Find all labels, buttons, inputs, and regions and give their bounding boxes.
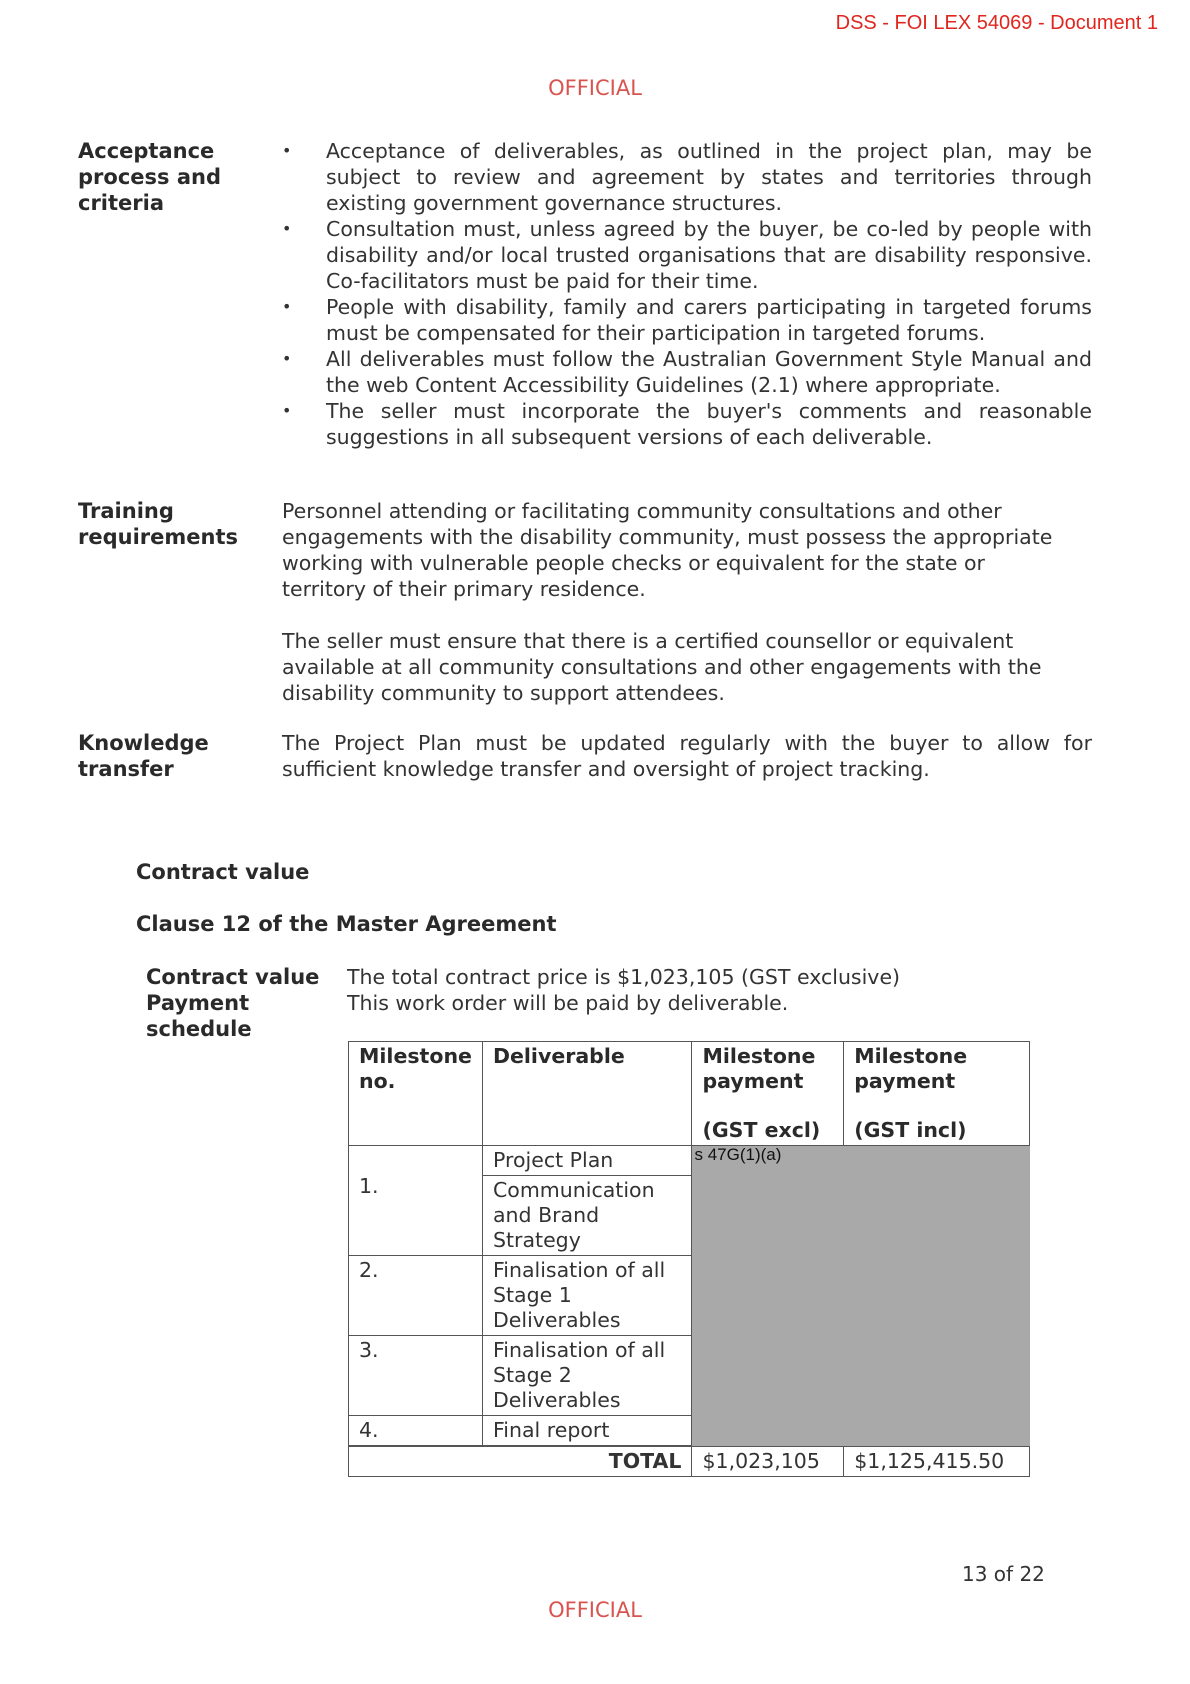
acceptance-label-line: criteria xyxy=(78,191,165,215)
contract-text xyxy=(347,964,1047,1016)
payment-schedule-label: schedule xyxy=(146,1017,252,1041)
header-deliverable: Deliverable xyxy=(482,1042,692,1146)
deliverable-cell: Final report xyxy=(482,1416,692,1446)
table-row xyxy=(349,1146,1030,1176)
classification-bottom: OFFICIAL xyxy=(548,1598,642,1622)
total-excl: $1,023,105 xyxy=(692,1447,844,1477)
training-label-line: requirements xyxy=(78,525,238,549)
header-text: payment xyxy=(854,1069,956,1093)
knowledge-text: The Project Plan must be updated regularly with the buyer to allow for sufficient knowledge transfer and oversight of project tracking. xyxy=(282,731,1092,781)
total-incl: $1,125,415.50 xyxy=(844,1447,1030,1477)
acceptance-bullet: • All deliverables must follow the Australian Government Style Manual and the web Content Accessibility Guidelines (2.1) where appropriate. xyxy=(282,346,1092,398)
header-payment-incl xyxy=(844,1042,1030,1146)
training-paragraph: Personnel attending or facilitating community consultations and other engagements with the disability community, must possess the appropriate working with vulnerable people checks or equivalent for the state or territory of their primary residence. xyxy=(282,499,1053,601)
header-text: Milestone xyxy=(359,1044,472,1068)
header-text: (GST incl) xyxy=(854,1118,967,1142)
deliverable-cell: Finalisation of all Stage 1 Deliverables xyxy=(482,1256,692,1336)
training-label xyxy=(78,498,278,550)
header-text: Milestone xyxy=(854,1044,968,1068)
contract-labels xyxy=(146,964,336,1042)
redaction-block xyxy=(692,1146,1030,1447)
deliverable-cell: Communication and Brand Strategy xyxy=(482,1176,692,1256)
payment-schedule-text: This work order will be paid by deliverable. xyxy=(347,991,789,1015)
header-text: Milestone xyxy=(702,1044,816,1068)
acceptance-bullet: • People with disability, family and carers participating in targeted forums must be compensated for their participation in targeted forums. xyxy=(282,294,1092,346)
header-text: payment xyxy=(702,1069,804,1093)
acceptance-bullet: • The seller must incorporate the buyer's comments and reasonable suggestions in all subsequent versions of each deliverable. xyxy=(282,398,1092,450)
document-id: DSS - FOI LEX 54069 - Document 1 xyxy=(835,12,1158,34)
header-milestone-no xyxy=(349,1042,483,1146)
milestone-no-cell: 1. xyxy=(349,1146,483,1256)
table-header-row xyxy=(349,1042,1030,1146)
deliverable-cell: Finalisation of all Stage 2 Deliverables xyxy=(482,1336,692,1416)
classification-top: OFFICIAL xyxy=(548,76,642,100)
contract-value-label: Contract value xyxy=(146,965,320,989)
acceptance-bullet: • Acceptance of deliverables, as outlined in the project plan, may be subject to review and agreement by states and territories through existing government governance structures. xyxy=(282,138,1092,216)
acceptance-label-line: Acceptance xyxy=(78,139,215,163)
clause-heading: Clause 12 of the Master Agreement xyxy=(136,912,557,936)
training-label-line: Training xyxy=(78,499,174,523)
deliverable-cell: Project Plan xyxy=(482,1146,692,1176)
contract-value-text: The total contract price is $1,023,105 (GST exclusive) xyxy=(347,965,901,989)
milestone-no-cell: 2. xyxy=(349,1256,483,1336)
knowledge-label-line: transfer xyxy=(78,757,174,781)
acceptance-label-line: process and xyxy=(78,165,221,189)
header-text: no. xyxy=(359,1069,396,1093)
total-row xyxy=(349,1447,1030,1477)
page-number: 13 of 22 xyxy=(962,1562,1045,1586)
acceptance-bullet-list xyxy=(282,138,1092,450)
acceptance-label xyxy=(78,138,278,216)
header-payment-excl xyxy=(692,1042,844,1146)
knowledge-label xyxy=(78,730,278,782)
header-text: (GST excl) xyxy=(702,1118,821,1142)
contract-heading: Contract value xyxy=(136,860,310,884)
payment-table xyxy=(348,1041,1030,1477)
milestone-no-cell: 3. xyxy=(349,1336,483,1416)
training-paragraph: The seller must ensure that there is a certified counsellor or equivalent available at all community consultations and other engagements with the disability community to support attendees. xyxy=(282,629,1042,705)
milestone-no-cell: 4. xyxy=(349,1416,483,1446)
acceptance-bullet: • Consultation must, unless agreed by the buyer, be co-led by people with disability and/or local trusted organisations that are disability responsive. Co-facilitators must be paid for their time. xyxy=(282,216,1092,294)
payment-schedule-label: Payment xyxy=(146,991,250,1015)
total-label: TOTAL xyxy=(349,1447,692,1477)
knowledge-label-line: Knowledge xyxy=(78,731,209,755)
redaction-label: s 47G(1)(a) xyxy=(694,1145,782,1164)
